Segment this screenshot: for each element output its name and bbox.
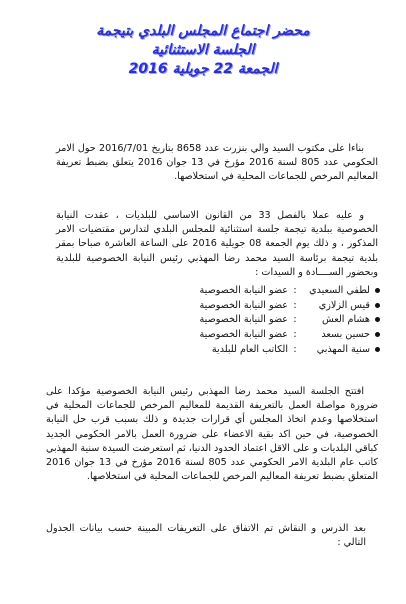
bullet-icon xyxy=(375,347,380,352)
paragraph-session-intro-text: و عليه عملا بالفصل 33 من القانون الاساسي للبلديات ، عقدت النيابة الخصوصية ببلدية تيجمة جلسة استثنائية للمجلس البلدي لتدارس مقتضيات الامر المذكور ، و ذلك يوم الجمعة 08 جويلية 2016 على الساعة العاشرة صباحا بمقر بلدية تيجمة برئاسة السيد محمد رضا المهذبي رئيس النيابة الخصوصية للبلدية وبحضور الســــادة و السيدات : xyxy=(56,210,379,278)
list-item: سنية المهذبي : الكاتب العام للبلدية xyxy=(120,342,380,357)
bullet-icon xyxy=(375,332,380,337)
document-header xyxy=(0,22,406,79)
attendee-role: عضو النيابة الخصوصية xyxy=(199,329,288,341)
attendees-list xyxy=(120,283,380,357)
paragraph-conclusion xyxy=(46,522,366,550)
list-item: لطفي السعيدي : عضو النيابة الخصوصية xyxy=(120,283,380,298)
bullet-icon xyxy=(375,317,380,322)
attendee-name: سنية المهذبي xyxy=(316,344,370,356)
attendee-name: هشام العش xyxy=(322,314,370,326)
paragraph-reference xyxy=(56,142,378,185)
paragraph-discussion xyxy=(46,385,378,484)
paragraph-session-intro xyxy=(56,209,378,280)
header-date: الجمعة 22 جويلية 2016 xyxy=(128,61,278,77)
list-item: حسين بسعد : عضو النيابة الخصوصية xyxy=(120,327,380,342)
bullet-icon xyxy=(375,288,380,293)
attendee-name: حسين بسعد xyxy=(321,329,370,341)
paragraph-discussion-text: افتتح الجلسة السيد محمد رضا المهذبي رئيس النيابة الخصوصية مؤكدا على ضرورة مواصلة العمل بالتعريفة القديمة للمعاليم المرخص للجماعات المحلية في استخلاصها وعدم اتخاذ المجلس أي قرارات جديدة و ذلك بسبب قرب حل النيابة الخصوصية، في حين اكد بقية الاعضاء على ضرورة العمل بالامر الحكومي الجديد كباقي البلديات و على الاقل اعتماد الحدود الدنيا، ثم استعرضت السيدة سنية المهذبي كاتب عام البلدية الامر الحكومي عدد 805 لسنة 2016 مؤرخ في 13 جوان 2016 المتعلق بضبط تعريفة المعاليم المرخص للجماعات المحلية في استخلاصها. xyxy=(46,386,379,483)
attendee-role: عضو النيابة الخصوصية xyxy=(199,284,288,296)
attendee-name: قيس الزلازي xyxy=(318,299,370,311)
list-item: قيس الزلازي : عضو النيابة الخصوصية xyxy=(120,298,380,313)
attendee-role: الكاتب العام للبلدية xyxy=(211,344,288,356)
paragraph-conclusion-text: بعد الدرس و النقاش تم الاتفاق على التعريفات المبينة حسب بيانات الجدول التالي : xyxy=(46,523,366,549)
list-item: هشام العش : عضو النيابة الخصوصية xyxy=(120,313,380,328)
header-session-type: الجلسة الاستثنائية xyxy=(151,42,255,58)
header-title: محضر اجتماع المجلس البلدي بتيجمة xyxy=(96,23,310,39)
attendee-role: عضو النيابة الخصوصية xyxy=(199,314,288,326)
attendee-name: لطفي السعيدي xyxy=(309,284,370,296)
attendee-role: عضو النيابة الخصوصية xyxy=(199,299,288,311)
bullet-icon xyxy=(375,303,380,308)
paragraph-reference-text: بناءا على مكتوب السيد والي بنزرت عدد 8658 بتاريخ 2016/7/01 حول الامر الحكومي عدد 805 لسنة 2016 مؤرخ في 13 جوان 2016 يتعلق بضبط تعريفة المعاليم المرخص للجماعات المحلية في استخلاصها. xyxy=(56,143,378,183)
